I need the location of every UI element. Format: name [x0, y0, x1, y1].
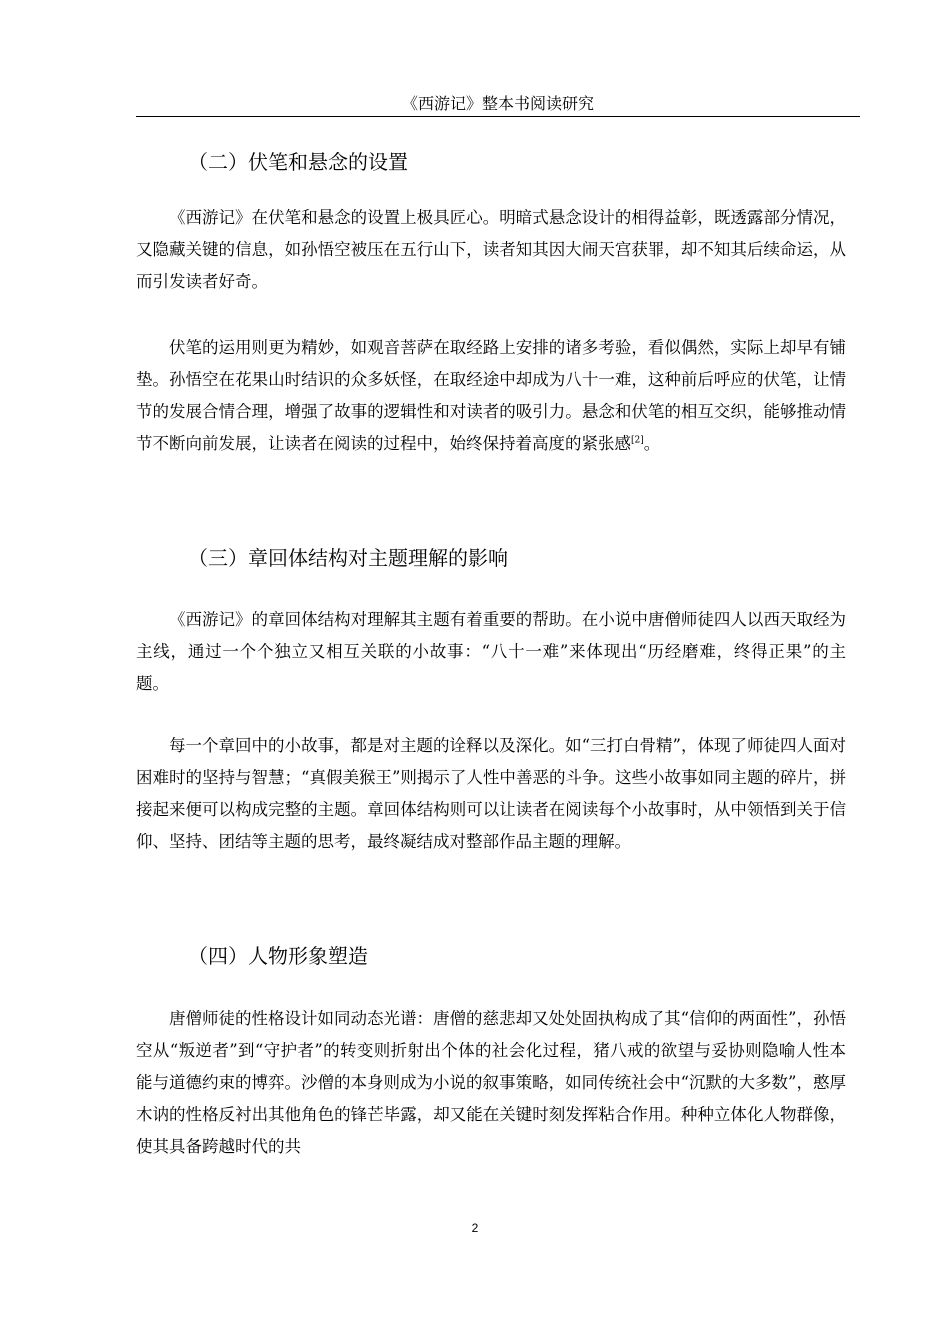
running-header: 《西游记》整本书阅读研究	[401, 94, 594, 113]
paragraph-end-punctuation: 。	[643, 434, 661, 453]
section-heading-foreshadowing: （二）伏笔和悬念的设置	[188, 150, 408, 174]
section-heading-characters: （四）人物形象塑造	[188, 944, 368, 968]
paragraph-chapter-structure-2: 每一个章回中的小故事，都是对主题的诠释以及深化。如“三打白骨精”，体现了师徒四人面对困难时的坚持与智慧；“真假美猴王”则揭示了人性中善恶的斗争。这些小故事如同主题的碎片，拼接起来便可以构成完整的主题。章回体结构则可以让读者在阅读每个小故事时，从中领悟到关于信仰、坚持、团结等主题的思考，最终凝结成对整部作品主题的理解。	[136, 736, 846, 851]
paragraph-text: 伏笔的运用则更为精妙，如观音菩萨在取经路上安排的诸多考验，看似偶然，实际上却早有铺垫。孙悟空在花果山时结识的众多妖怪，在取经途中却成为八十一难，这种前后呼应的伏笔，让情节的发展合情合理，增强了故事的逻辑性和对读者的吸引力。悬念和伏笔的相互交织，能够推动情节不断向前发展，让读者在阅读的过程中，始终保持着高度的紧张感	[136, 338, 846, 453]
paragraph-foreshadowing-1: 《西游记》在伏笔和悬念的设置上极具匠心。明暗式悬念设计的相得益彰，既透露部分情况，又隐藏关键的信息，如孙悟空被压在五行山下，读者知其因大闹天宫获罪，却不知其后续命运，从而引发读者好奇。	[136, 208, 846, 291]
section-heading-chapter-structure: （三）章回体结构对主题理解的影响	[188, 546, 508, 570]
header-divider	[136, 116, 860, 117]
paragraph-characters-1: 唐僧师徒的性格设计如同动态光谱：唐僧的慈悲却又处处固执构成了其“信仰的两面性”，孙悟空从“叛逆者”到“守护者”的转变则折射出个体的社会化过程，猪八戒的欲望与妥协则隐喻人性本能与道德约束的博弈。沙僧的本身则成为小说的叙事策略，如同传统社会中“沉默的大多数”，憨厚木讷的性格反衬出其他角色的锋芒毕露，却又能在关键时刻发挥粘合作用。种种立体化人物群像，使其具备跨越时代的共	[136, 1009, 846, 1156]
paragraph-chapter-structure-1: 《西游记》的章回体结构对理解其主题有着重要的帮助。在小说中唐僧师徒四人以西天取经为主线，通过一个个独立又相互关联的小故事：“八十一难”来体现出“历经磨难，终得正果”的主题。	[136, 610, 846, 693]
paragraph-foreshadowing-2	[136, 332, 846, 460]
citation-marker: [2]	[631, 435, 644, 446]
page-number: 2	[471, 1221, 479, 1235]
